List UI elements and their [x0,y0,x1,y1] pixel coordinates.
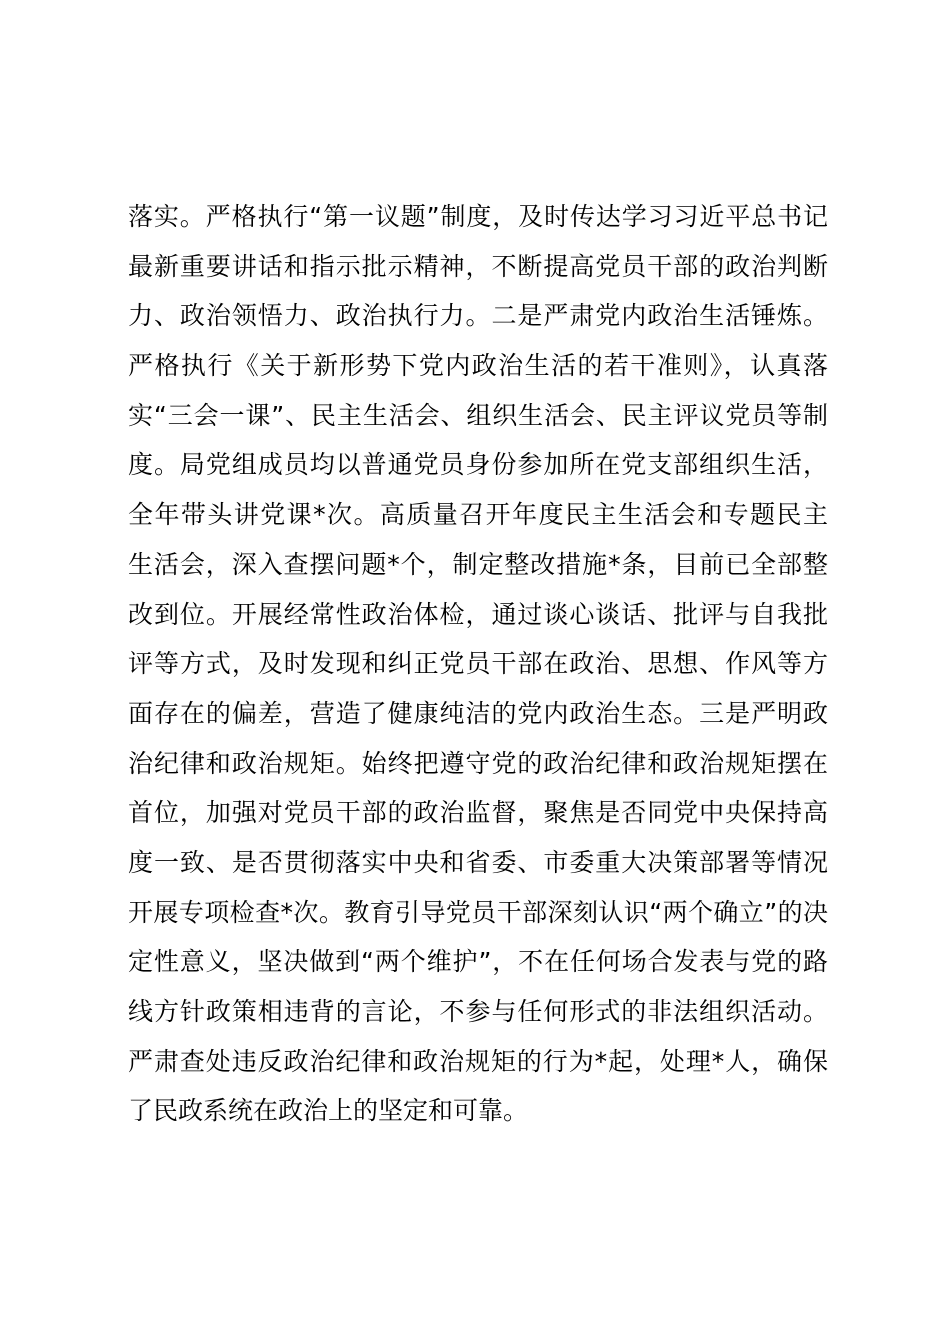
text-line: 面存在的偏差，营造了健康纯洁的党内政治生态。三是严明政 [128,698,828,728]
text-line: 全年带头讲党课*次。高质量召开年度民主生活会和专题民主 [128,500,828,530]
text-line: 治纪律和政治规矩。始终把遵守党的政治纪律和政治规矩摆在 [128,748,828,778]
text-line: 评等方式，及时发现和纠正党员干部在政治、思想、作风等方 [128,649,828,679]
text-line: 严格执行《关于新形势下党内政治生活的若干准则》，认真落 [128,351,828,381]
text-line: 定性意义，坚决做到“两个维护”，不在任何场合发表与党的路 [128,947,828,977]
text-line: 度。局党组成员均以普通党员身份参加所在党支部组织生活， [128,450,828,480]
text-line: 严肃查处违反政治纪律和政治规矩的行为*起，处理*人，确保 [128,1046,828,1076]
text-line: 力、政治领悟力、政治执行力。二是严肃党内政治生活锤炼。 [128,301,828,331]
text-line: 开展专项检查*次。教育引导党员干部深刻认识“两个确立”的决 [128,897,828,927]
text-line: 实“三会一课”、民主生活会、组织生活会、民主评议党员等制 [128,400,828,430]
text-line: 线方针政策相违背的言论，不参与任何形式的非法组织活动。 [128,997,828,1026]
body-paragraph [128,192,828,1136]
text-line: 了民政系统在政治上的坚定和可靠。 [128,1096,529,1126]
text-line: 落实。严格执行“第一议题”制度，及时传达学习习近平总书记 [128,202,828,231]
text-line: 度一致、是否贯彻落实中央和省委、市委重大决策部署等情况 [128,847,828,877]
text-line: 生活会，深入查摆问题*个，制定整改措施*条，目前已全部整 [128,549,828,579]
text-line: 改到位。开展经常性政治体检，通过谈心谈话、批评与自我批 [128,599,828,629]
text-line: 最新重要讲话和指示批示精神，不断提高党员干部的政治判断 [128,251,828,281]
text-line: 首位，加强对党员干部的政治监督，聚焦是否同党中央保持高 [128,798,828,828]
